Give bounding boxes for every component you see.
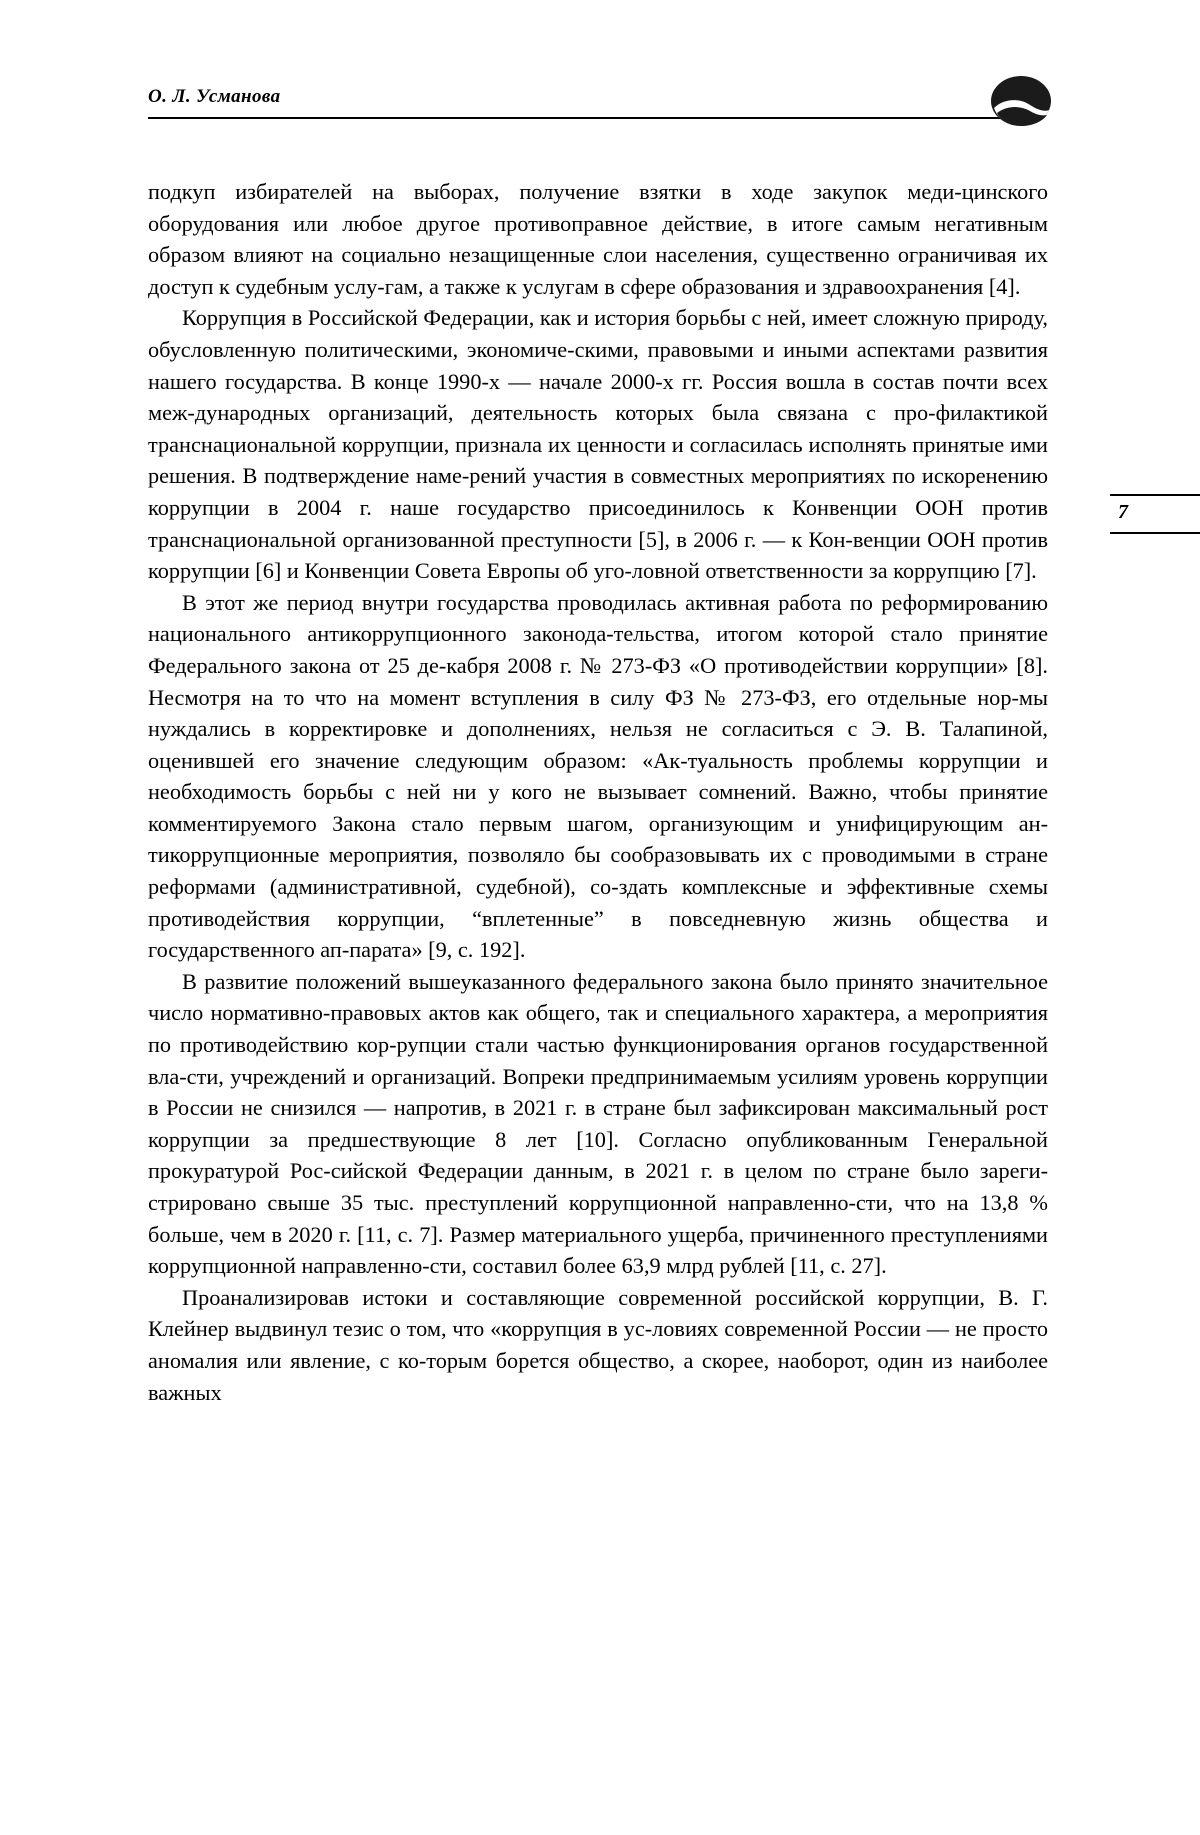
body-text — [148, 176, 1048, 1408]
paragraph: В развитие положений вышеуказанного федерального закона было принято значительное число нормативно-правовых актов как общего, так и специального характера, а мероприятия по противодействию кор-рупции стали частью функционирования органов государственной вла-сти, учреждений и организаций. Вопреки предпринимаемым усилиям уровень коррупции в России не снизился — напротив, в 2021 г. в стране был зафиксирован максимальный рост коррупции за предшествующие 8 лет [10]. Согласно опубликованным Генеральной прокуратурой Рос-сийской Федерации данным, в 2021 г. в целом по стране было зареги-стрировано свыше 35 тыс. преступлений коррупционной направленно-сти, что на 13,8 % больше, чем в 2020 г. [11, с. 7]. Размер материального ущерба, причиненного преступлениями коррупционной направленно-сти, составил более 63,9 млрд рублей [11, с. 27]. — [148, 968, 1048, 1279]
page-header — [148, 86, 1052, 142]
paragraph: Коррупция в Российской Федерации, как и история борьбы с ней, имеет сложную природу, обусловленную политическими, экономиче-скими, правовыми и иными аспектами развития нашего государства. В конце 1990-х — начале 2000-х гг. Россия вошла в состав почти всех меж-дународных организаций, деятельность которых была связана с про-филактикой транснациональной коррупции, признала их ценности и согласилась исполнять принятые ими решения. В подтверждение наме-рений участия в совместных мероприятиях по искоренению коррупции в 2004 г. наше государство присоединилось к Конвенции ООН против транснациональной организованной преступности [5], в 2006 г. — к Кон-венции ООН против коррупции [6] и Конвенции Совета Европы об уго-ловной ответственности за коррупцию [7]. — [148, 305, 1048, 584]
journal-emblem-icon — [990, 74, 1052, 128]
page-number-marker — [1110, 494, 1200, 534]
running-head-author: О. Л. Усманова — [148, 86, 281, 107]
paragraph: В этот же период внутри государства проводилась активная работа по реформированию национального антикоррупционного законода-тельства, итогом которой стало принятие Федерального закона от 25 де-кабря 2008 г. № 273-ФЗ «О противодействии коррупции» [8]. Несмотря на то что на момент вступления в силу ФЗ № 273-ФЗ, его отдельные нор-мы нуждались в корректировке и дополнениях, нельзя не согласиться с Э. В. Талапиной, оценившей его значение следующим образом: «Ак-туальность проблемы коррупции и необходимость борьбы с ней ни у кого не вызывает сомнений. Важно, чтобы принятие комментируемого Закона стало первым шагом, организующим и унифицирующим ан-тикоррупционные мероприятия, позволяло бы сообразовывать их с проводимыми в стране реформами (административной, судебной), со-здать комплексные и эффективные схемы противодействия коррупции, “вплетенные” в повседневную жизнь общества и государственного ап-парата» [9, с. 192]. — [148, 589, 1048, 963]
paragraph: Проанализировав истоки и составляющие современной российской коррупции, В. Г. Клейнер выдвинул тезис о том, что «коррупция в ус-ловиях современной России — не просто аномалия или явление, с ко-торым борется общество, а скорее, наоборот, один из наиболее важных — [148, 1284, 1048, 1405]
paragraph: подкуп избирателей на выборах, получение взятки в ходе закупок меди-цинского оборудования или любое другое противоправное действие, в итоге самым негативным образом влияют на социально незащищенные слои населения, существенно ограничивая их доступ к судебным услу-гам, а также к услугам в сфере образования и здравоохранения [4]. — [148, 179, 1048, 299]
header-divider — [148, 117, 1008, 119]
page-number: 7 — [1118, 501, 1128, 523]
